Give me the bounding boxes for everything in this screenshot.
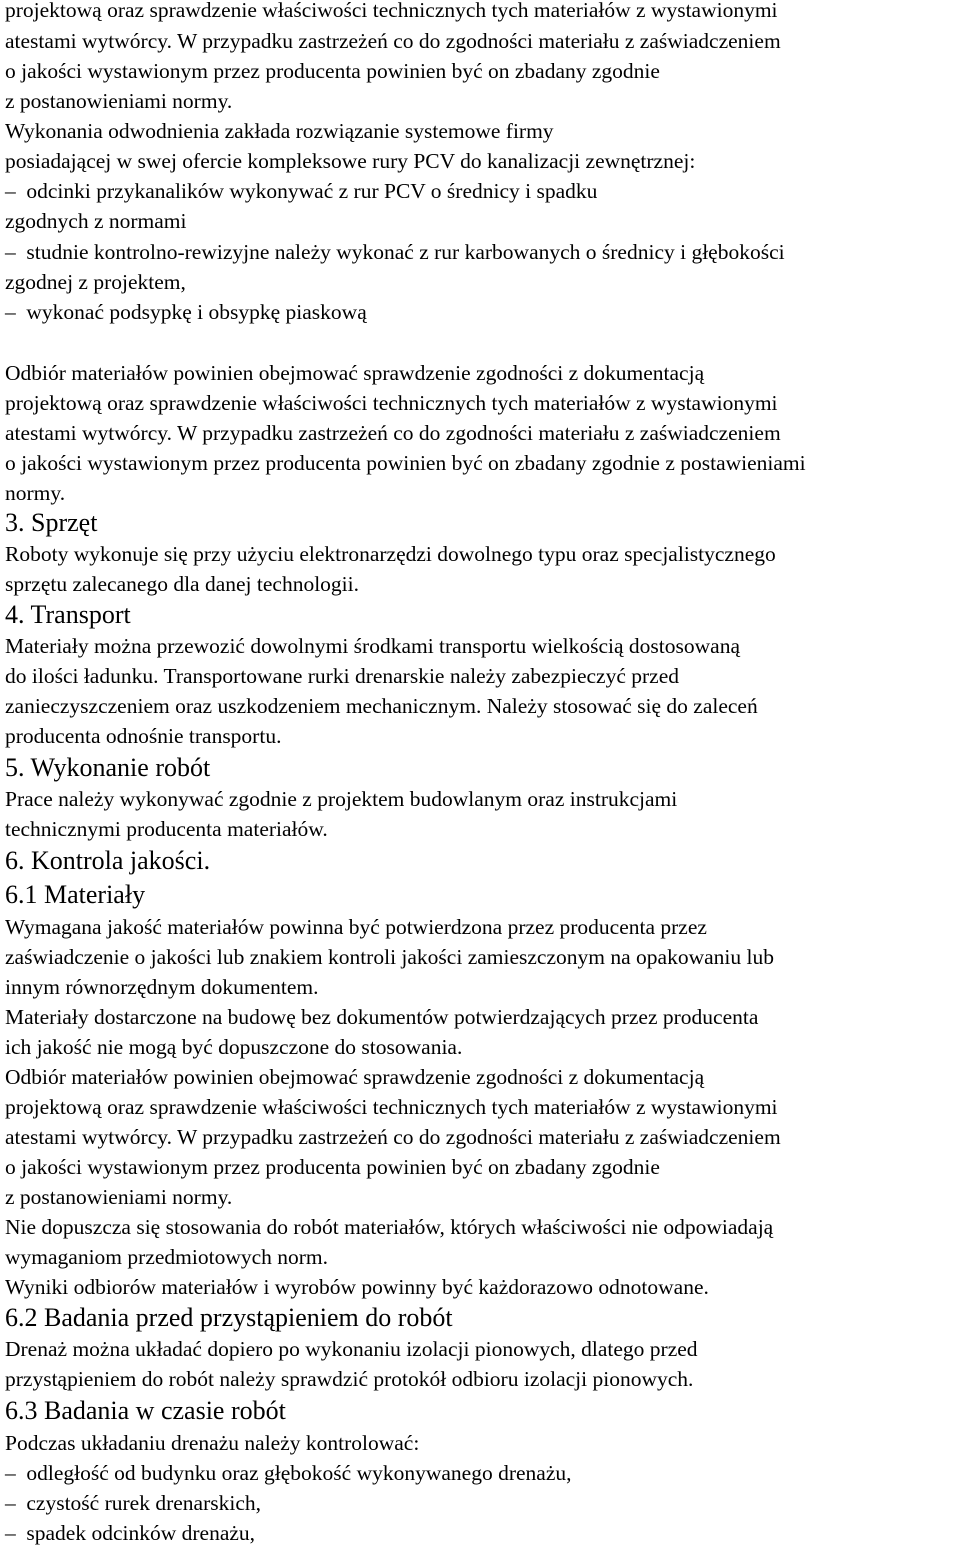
text-line: Nie dopuszcza się stosowania do robót materiałów, których właściwości nie odpowiadają (5, 1215, 774, 1239)
text-line: innym równorzędnym dokumentem. (5, 975, 319, 999)
list-item-text: czystość rurek drenarskich, (26, 1491, 261, 1515)
list-item (5, 1488, 261, 1518)
dash-bullet-icon: – (5, 1491, 16, 1515)
dash-bullet-icon: – (5, 240, 16, 264)
text-line: zanieczyszczeniem oraz uszkodzeniem mechanicznym. Należy stosować się do zaleceń (5, 694, 758, 718)
list-item (5, 176, 597, 206)
text-line: normy. (5, 481, 66, 505)
text-line: Wymagana jakość materiałów powinna być potwierdzona przez producenta przez (5, 915, 707, 939)
section-heading: 6. Kontrola jakości. (5, 846, 211, 875)
text-line: o jakości wystawionym przez producenta powinien być on zbadany zgodnie (5, 59, 660, 83)
text-line: ich jakość nie mogą być dopuszczone do stosowania. (5, 1035, 463, 1059)
text-line: Podczas układaniu drenażu należy kontrolować: (5, 1431, 420, 1455)
text-line: z postanowieniami normy. (5, 1185, 233, 1209)
text-line: zgodnych z normami (5, 209, 187, 233)
section-heading: 6.1 Materiały (5, 880, 146, 909)
text-line: Odbiór materiałów powinien obejmować sprawdzenie zgodności z dokumentacją (5, 1065, 705, 1089)
text-line: projektową oraz sprawdzenie właściwości technicznych tych materiałów z wystawionymi (5, 1095, 778, 1119)
list-item (5, 1458, 572, 1488)
text-line: projektową oraz sprawdzenie właściwości technicznych tych materiałów z wystawionymi (5, 0, 778, 22)
list-item (5, 1518, 255, 1548)
dash-bullet-icon: – (5, 300, 16, 324)
text-line: Prace należy wykonywać zgodnie z projektem budowlanym oraz instrukcjami (5, 787, 678, 811)
section-heading: 3. Sprzęt (5, 508, 98, 537)
text-line: Materiały można przewozić dowolnymi środkami transportu wielkością dostosowaną (5, 634, 740, 658)
text-line: posiadającej w swej ofercie kompleksowe rury PCV do kanalizacji zewnętrznej: (5, 149, 696, 173)
text-line: wymaganiom przedmiotowych norm. (5, 1245, 329, 1269)
list-item-text: odcinki przykanalików wykonywać z rur PCV o średnicy i spadku (26, 179, 598, 203)
text-line: z postanowieniami normy. (5, 89, 233, 113)
section-heading: 5. Wykonanie robót (5, 753, 211, 782)
text-line: technicznymi producenta materiałów. (5, 817, 328, 841)
dash-bullet-icon: – (5, 1461, 16, 1485)
list-item-text: odległość od budynku oraz głębokość wykonywanego drenażu, (26, 1461, 572, 1485)
text-line: Wykonania odwodnienia zakłada rozwiązanie systemowe firmy (5, 119, 554, 143)
text-line: sprzętu zalecanego dla danej technologii. (5, 572, 359, 596)
text-line: atestami wytwórcy. W przypadku zastrzeżeń co do zgodności materiału z zaświadczeniem (5, 1125, 781, 1149)
text-line: zgodnej z projektem, (5, 270, 186, 294)
text-line: Drenaż można układać dopiero po wykonaniu izolacji pionowych, dlatego przed (5, 1337, 698, 1361)
text-line: projektową oraz sprawdzenie właściwości technicznych tych materiałów z wystawionymi (5, 391, 778, 415)
dash-bullet-icon: – (5, 179, 16, 203)
text-line: Materiały dostarczone na budowę bez dokumentów potwierdzających przez producenta (5, 1005, 759, 1029)
list-item-text: wykonać podsypkę i obsypkę piaskową (26, 300, 367, 324)
list-item (5, 297, 367, 327)
list-item-text: studnie kontrolno-rewizyjne należy wykonać z rur karbowanych o średnicy i głębokości (26, 240, 785, 264)
text-line: Wyniki odbiorów materiałów i wyrobów powinny być każdorazowo odnotowane. (5, 1275, 709, 1299)
list-item-text: spadek odcinków drenażu, (26, 1521, 256, 1545)
text-line: atestami wytwórcy. W przypadku zastrzeżeń co do zgodności materiału z zaświadczeniem (5, 29, 781, 53)
section-heading: 6.3 Badania w czasie robót (5, 1396, 286, 1425)
text-line: o jakości wystawionym przez producenta powinien być on zbadany zgodnie z postawieniami (5, 451, 806, 475)
text-line: atestami wytwórcy. W przypadku zastrzeżeń co do zgodności materiału z zaświadczeniem (5, 421, 781, 445)
text-line: o jakości wystawionym przez producenta powinien być on zbadany zgodnie (5, 1155, 660, 1179)
list-item (5, 237, 785, 267)
text-line: Roboty wykonuje się przy użyciu elektronarzędzi dowolnego typu oraz specjalistycznego (5, 542, 776, 566)
section-heading: 4. Transport (5, 600, 131, 629)
text-line: zaświadczenie o jakości lub znakiem kontroli jakości zamieszczonym na opakowaniu lub (5, 945, 774, 969)
dash-bullet-icon: – (5, 1521, 16, 1545)
text-line: przystąpieniem do robót należy sprawdzić protokół odbioru izolacji pionowych. (5, 1367, 694, 1391)
section-heading: 6.2 Badania przed przystąpieniem do robót (5, 1303, 453, 1332)
text-line: producenta odnośnie transportu. (5, 724, 282, 748)
text-line: do ilości ładunku. Transportowane rurki drenarskie należy zabezpieczyć przed (5, 664, 680, 688)
text-line: Odbiór materiałów powinien obejmować sprawdzenie zgodności z dokumentacją (5, 361, 705, 385)
